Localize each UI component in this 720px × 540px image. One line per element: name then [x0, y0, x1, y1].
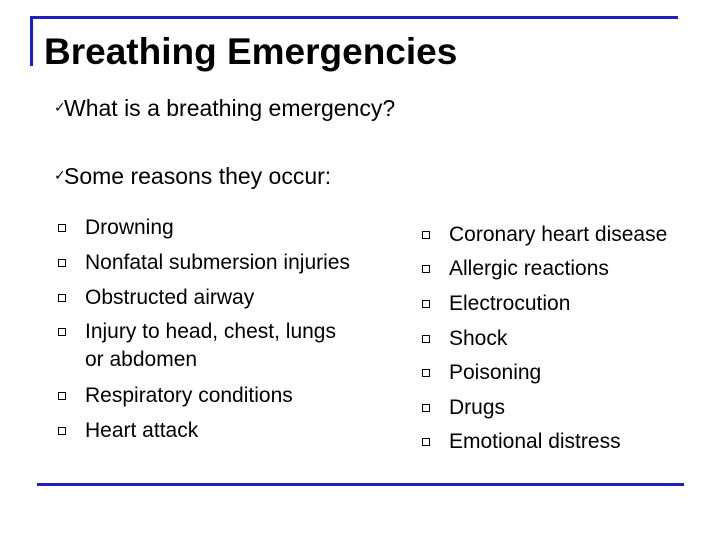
hollow-square-icon [58, 392, 66, 400]
title-rule-top [30, 16, 678, 19]
main-bullet-2 [54, 160, 332, 192]
list-item-label: Shock [449, 327, 508, 350]
hollow-square-icon [58, 259, 66, 267]
list-item-label: Nonfatal submersion injuries [85, 251, 350, 274]
list-item-label: Heart attack [85, 419, 199, 442]
list-item-label: Electrocution [449, 292, 571, 315]
hollow-square-icon [58, 294, 66, 302]
check-mark-icon: ✓ [54, 168, 66, 184]
footer-rule [37, 483, 684, 486]
list-item-label: or abdomen [85, 348, 198, 371]
hollow-square-icon [58, 224, 66, 232]
hollow-square-icon [422, 265, 430, 273]
main-bullet-text: Some reasons they occur: [64, 162, 332, 189]
hollow-square-icon [422, 335, 430, 343]
list-item-label: Allergic reactions [449, 257, 609, 280]
hollow-square-icon [58, 427, 66, 435]
list-item-label: Emotional distress [449, 430, 621, 453]
hollow-square-icon [422, 231, 430, 239]
main-bullet-text: What is a breathing emergency? [64, 94, 396, 121]
list-item-label: Obstructed airway [85, 286, 255, 309]
hollow-square-icon [422, 438, 430, 446]
list-item-label: Respiratory conditions [85, 384, 293, 407]
check-mark-icon: ✓ [54, 100, 66, 116]
hollow-square-icon [58, 328, 66, 336]
list-item-label: Drugs [449, 396, 506, 419]
list-item-label: Drowning [85, 216, 174, 239]
list-item-label: Injury to head, chest, lungs [85, 320, 336, 343]
main-bullet-1 [54, 92, 396, 124]
slide-title: Breathing Emergencies [44, 31, 458, 72]
title-rule-left [30, 16, 33, 66]
list-item-label: Poisoning [449, 361, 542, 384]
hollow-square-icon [422, 404, 430, 412]
hollow-square-icon [422, 369, 430, 377]
hollow-square-icon [422, 300, 430, 308]
list-item-label: Coronary heart disease [449, 223, 668, 246]
